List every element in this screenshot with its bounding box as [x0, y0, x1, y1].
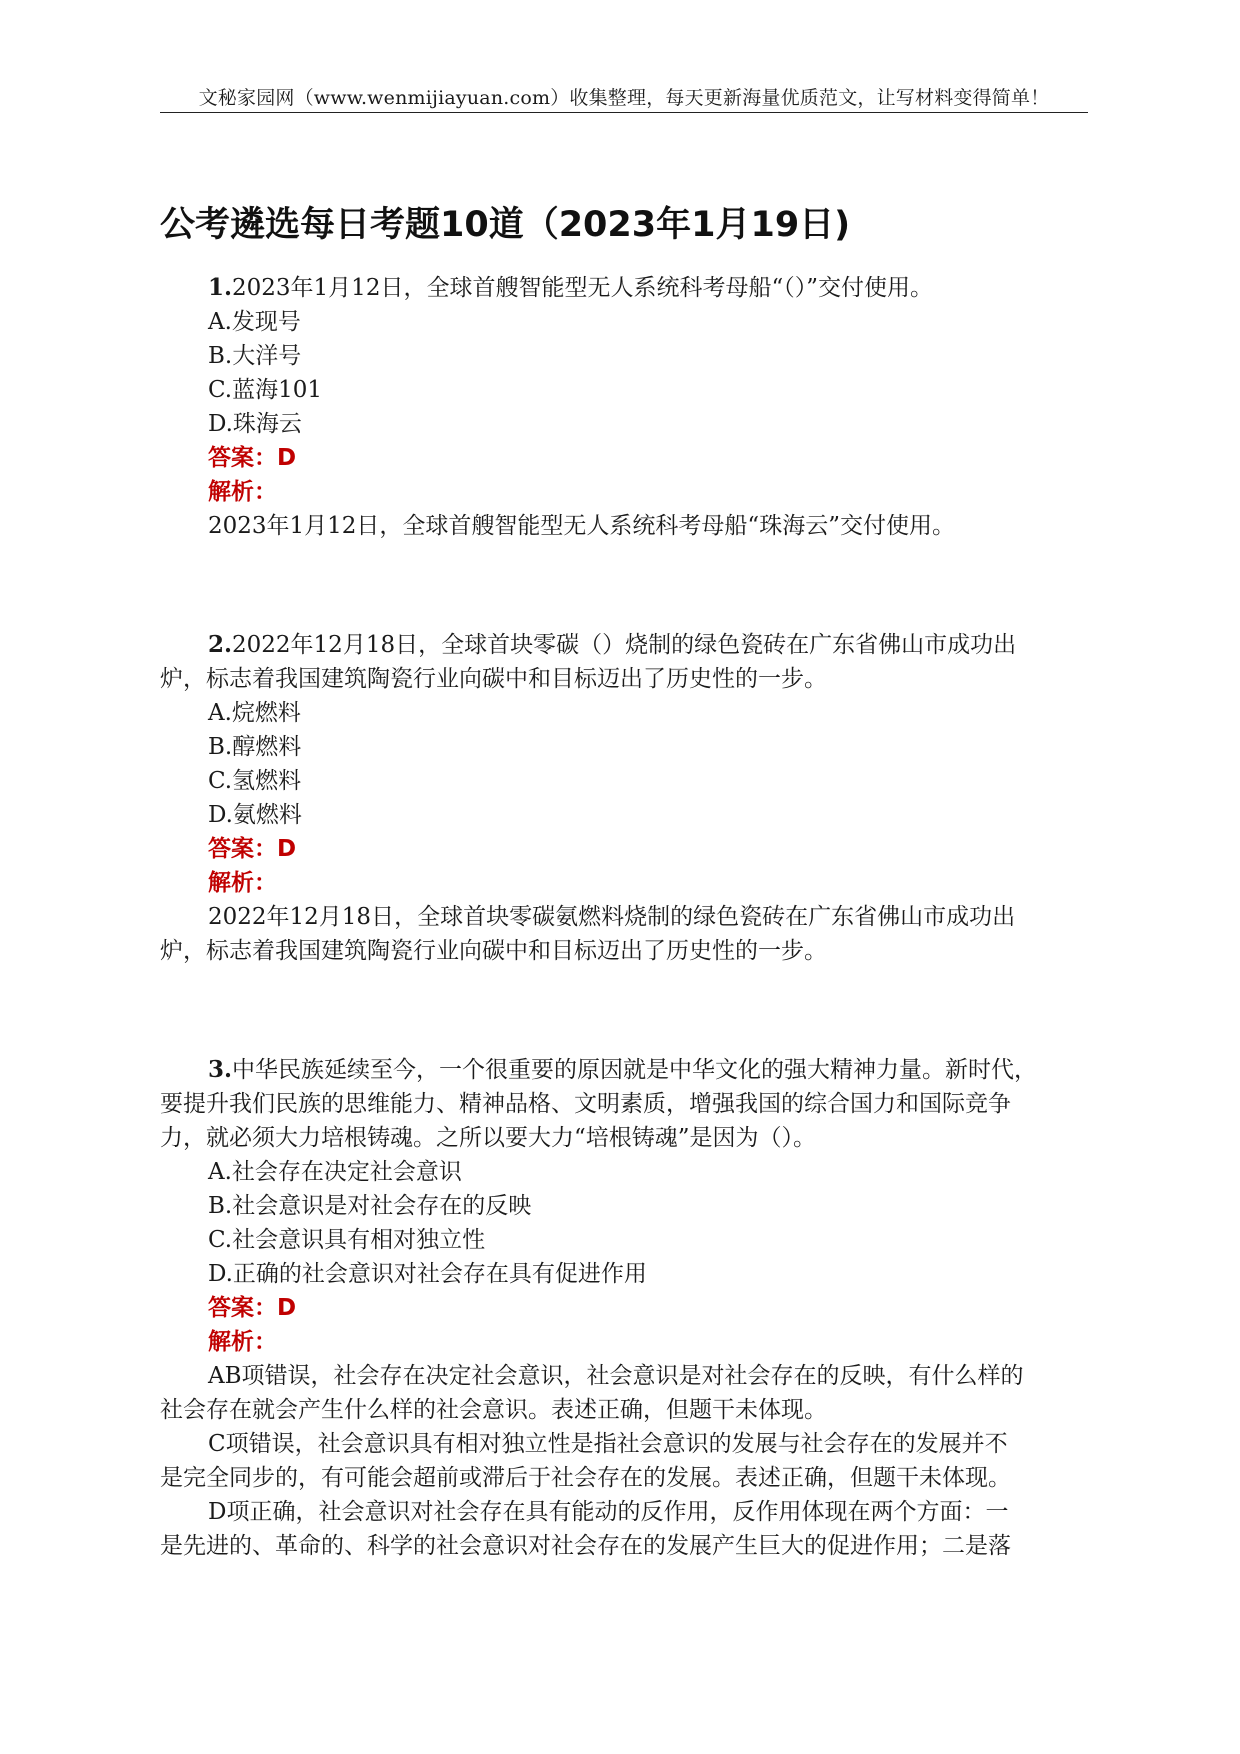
answer-line [160, 1291, 1090, 1325]
analysis-line: C项错误，社会意识具有相对独立性是指社会意识的发展与社会存在的发展并不 [208, 1431, 1008, 1457]
analysis-line: 炉，标志着我国建筑陶瓷行业向碳中和目标迈出了历史性的一步。 [160, 938, 827, 964]
option-c: C.蓝海101 [208, 377, 322, 403]
answer-value: D [277, 1295, 297, 1321]
analysis-label: 解析： [208, 870, 277, 896]
question-stem-line: 力，就必须大力培根铸魂。之所以要大力“培根铸魂”是因为（）。 [160, 1125, 817, 1151]
option-a: A.烷燃料 [208, 700, 301, 726]
answer-label: 答案： [208, 1295, 277, 1321]
option-d: D.正确的社会意识对社会存在具有促进作用 [208, 1261, 647, 1287]
question-stem-line: 2.2022年12月18日，全球首块零碳（）烧制的绿色瓷砖在广东省佛山市成功出 [208, 631, 1017, 658]
option-b: B.大洋号 [208, 343, 302, 369]
question-stem-line: 炉，标志着我国建筑陶瓷行业向碳中和目标迈出了历史性的一步。 [160, 666, 827, 692]
answer-line [160, 832, 1090, 866]
analysis-line: 2023年1月12日，全球首艘智能型无人系统科考母船“珠海云”交付使用。 [208, 513, 955, 539]
question-number: 1. [208, 274, 233, 301]
question-2 [160, 628, 1090, 968]
analysis-label: 解析： [208, 1329, 277, 1355]
answer-label: 答案： [208, 836, 277, 862]
analysis-label: 解析： [208, 479, 277, 505]
page-title: 公考遴选每日考题10道（2023年1月19日) [160, 205, 851, 245]
question-3 [160, 1053, 1090, 1563]
analysis-line: 社会存在就会产生什么样的社会意识。表述正确，但题干未体现。 [160, 1397, 827, 1423]
question-stem-line: 3.中华民族延续至今，一个很重要的原因就是中华文化的强大精神力量。新时代， [208, 1056, 1038, 1083]
option-a: A.发现号 [208, 309, 301, 335]
analysis-line: 是先进的、革命的、科学的社会意识对社会存在的发展产生巨大的促进作用；二是落 [160, 1533, 1011, 1559]
option-b: B.醇燃料 [208, 734, 302, 760]
option-d: D.珠海云 [208, 411, 302, 437]
option-d: D.氨燃料 [208, 802, 302, 828]
analysis-line: AB项错误，社会存在决定社会意识，社会意识是对社会存在的反映，有什么样的 [208, 1363, 1024, 1389]
option-a: A.社会存在决定社会意识 [208, 1159, 462, 1185]
option-b: B.社会意识是对社会存在的反映 [208, 1193, 532, 1219]
question-1 [160, 271, 1090, 543]
option-c: C.氢燃料 [208, 768, 302, 794]
analysis-line: D项正确，社会意识对社会存在具有能动的反作用，反作用体现在两个方面：一 [208, 1499, 1009, 1525]
answer-line [160, 441, 1090, 475]
analysis-line: 是完全同步的，有可能会超前或滞后于社会存在的发展。表述正确，但题干未体现。 [160, 1465, 1011, 1491]
answer-value: D [277, 445, 297, 471]
option-c: C.社会意识具有相对独立性 [208, 1227, 486, 1253]
question-stem-line: 要提升我们民族的思维能力、精神品格、文明素质，增强我国的综合国力和国际竞争 [160, 1091, 1011, 1117]
question-number: 2. [208, 631, 233, 658]
question-number: 3. [208, 1056, 233, 1083]
analysis-line: 2022年12月18日，全球首块零碳氨燃料烧制的绿色瓷砖在广东省佛山市成功出 [208, 904, 1016, 930]
answer-value: D [277, 836, 297, 862]
header-text: 文秘家园网（www.wenmijiayuan.com）收集整理，每天更新海量优质范文，让写材料变得简单！ [198, 87, 1050, 109]
question-stem-line: 1.2023年1月12日，全球首艘智能型无人系统科考母船“（）”交付使用。 [208, 274, 933, 301]
document-body [160, 271, 1090, 1563]
page-header [160, 86, 1088, 113]
answer-label: 答案： [208, 445, 277, 471]
